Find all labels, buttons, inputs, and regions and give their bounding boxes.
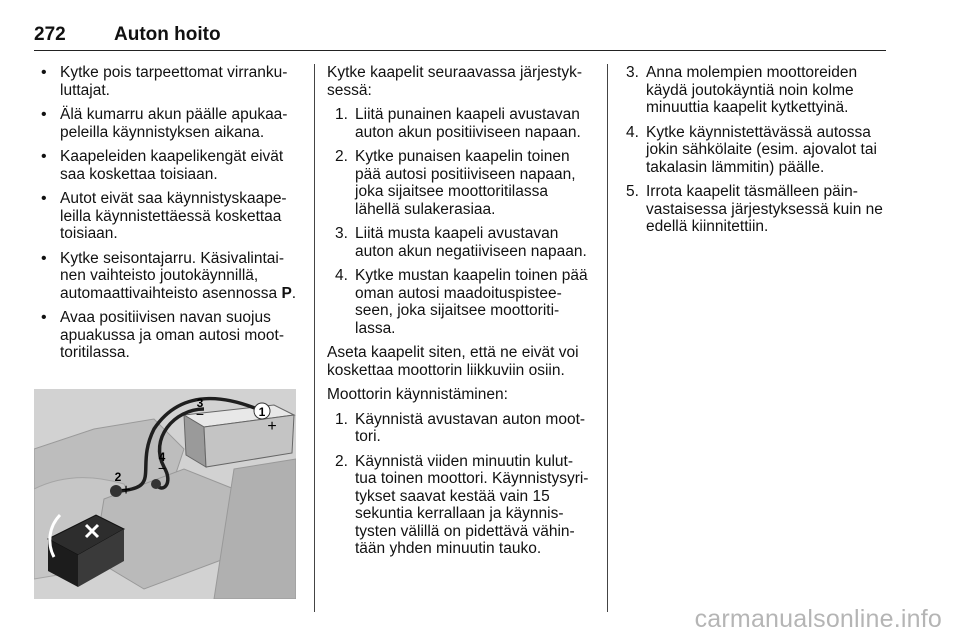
engine-bay-drawing [34,389,296,599]
column-divider [607,64,608,612]
bullet-item: • Avaa positiivisen navan suojus apuakussa ja oman autosi moot-toritilassa. [38,309,300,362]
bullet-item: • Älä kumarru akun päälle apukaa-peleilla käynnistyksen aikana. [38,106,300,141]
svg-text:3: 3 [196,396,204,410]
list-item: 3. Liitä musta kaapeli avustavan auton akun negatiiviseen napaan. [335,225,587,260]
list-item: 3. Anna molempien moottoreiden käydä joutokäyntiä noin kolme minuuttia kaapelit kytkettyinä. [626,64,858,116]
svg-text:2: 2 [114,470,122,484]
bullet-item: • Kytke pois tarpeettomat virranku-luttajat. [38,64,300,99]
bullet-item: • Autot eivät saa käynnistyskaape-leilla käynnistettäessä koskettaa toisiaan. [38,190,300,243]
list-item: 4. Kytke mustan kaapelin toinen pää oman autosi maadoituspistee-seen, joka sijaitsee moottoriti-lassa. [335,267,588,337]
svg-text:+: + [121,482,131,499]
list-item: 1. Liitä punainen kaapeli avustavan auton akun positiiviseen napaan. [335,106,581,141]
start-steps [327,411,593,558]
jump-start-illustration [34,389,296,599]
svg-text:+: + [267,418,277,435]
cable-paragraph: Aseta kaapelit siten, että ne eivät voi koskettaa moottorin liikkuviin osiin. [327,344,579,379]
page-number: 272 [34,24,66,45]
page-title: Auton hoito [114,24,221,45]
column-2 [327,64,593,565]
label-3 [196,396,204,422]
list-item: 1. Käynnistä avustavan auton moot-tori. [335,410,586,445]
svg-text:1: 1 [258,405,266,419]
list-item: 2. Käynnistä viiden minuutin kulut-tua toinen moottori. Käynnistysyri-tykset saavat kestää vain 15 sekuntia kerrallaan ja käynnis-tysten välillä on pidettävä vähin-tään yhden minuutin tauko. [335,452,589,557]
svg-text:−: − [195,406,205,422]
gear-position: P [281,284,292,302]
watermark: carmanualsonline.info [694,605,942,633]
page-header [34,24,886,51]
start-heading: Moottorin käynnistäminen: [327,386,508,403]
connection-steps [327,106,593,337]
column-3 [626,64,890,243]
column-1 [38,64,300,369]
bullet-text-end: . [291,284,297,302]
bullet-item [38,250,300,303]
svg-text:−: − [157,460,167,476]
column-divider [314,64,315,612]
list-item: 5. Irrota kaapelit täsmälleen päin-vastaisessa järjestyksessä kuin ne edellä kiinnitettiin. [626,183,883,235]
bullet-text: Kytke seisontajarru. Käsivalintai-nen vaihteisto joutokäynnillä, automaattivaihteisto asennossa [60,249,284,302]
list-item: 2. Kytke punaisen kaapelin toinen pää autosi positiiviseen napaan, joka sijaitsee moottoritilassa lähellä sulakerasiaa. [335,148,576,218]
bullet-item: • Kaapeleiden kaapelikengät eivät saa koskettaa toisiaan. [38,148,300,183]
label-4 [158,450,166,476]
intro-paragraph: Kytke kaapelit seuraavassa järjestyk-sessä: [327,64,583,99]
svg-text:4: 4 [158,450,166,464]
list-item: 4. Kytke käynnistettävässä autossa jokin sähkölaite (esim. ajovalot tai takalasin lämmitin) päälle. [626,123,877,176]
finish-steps [626,64,890,236]
